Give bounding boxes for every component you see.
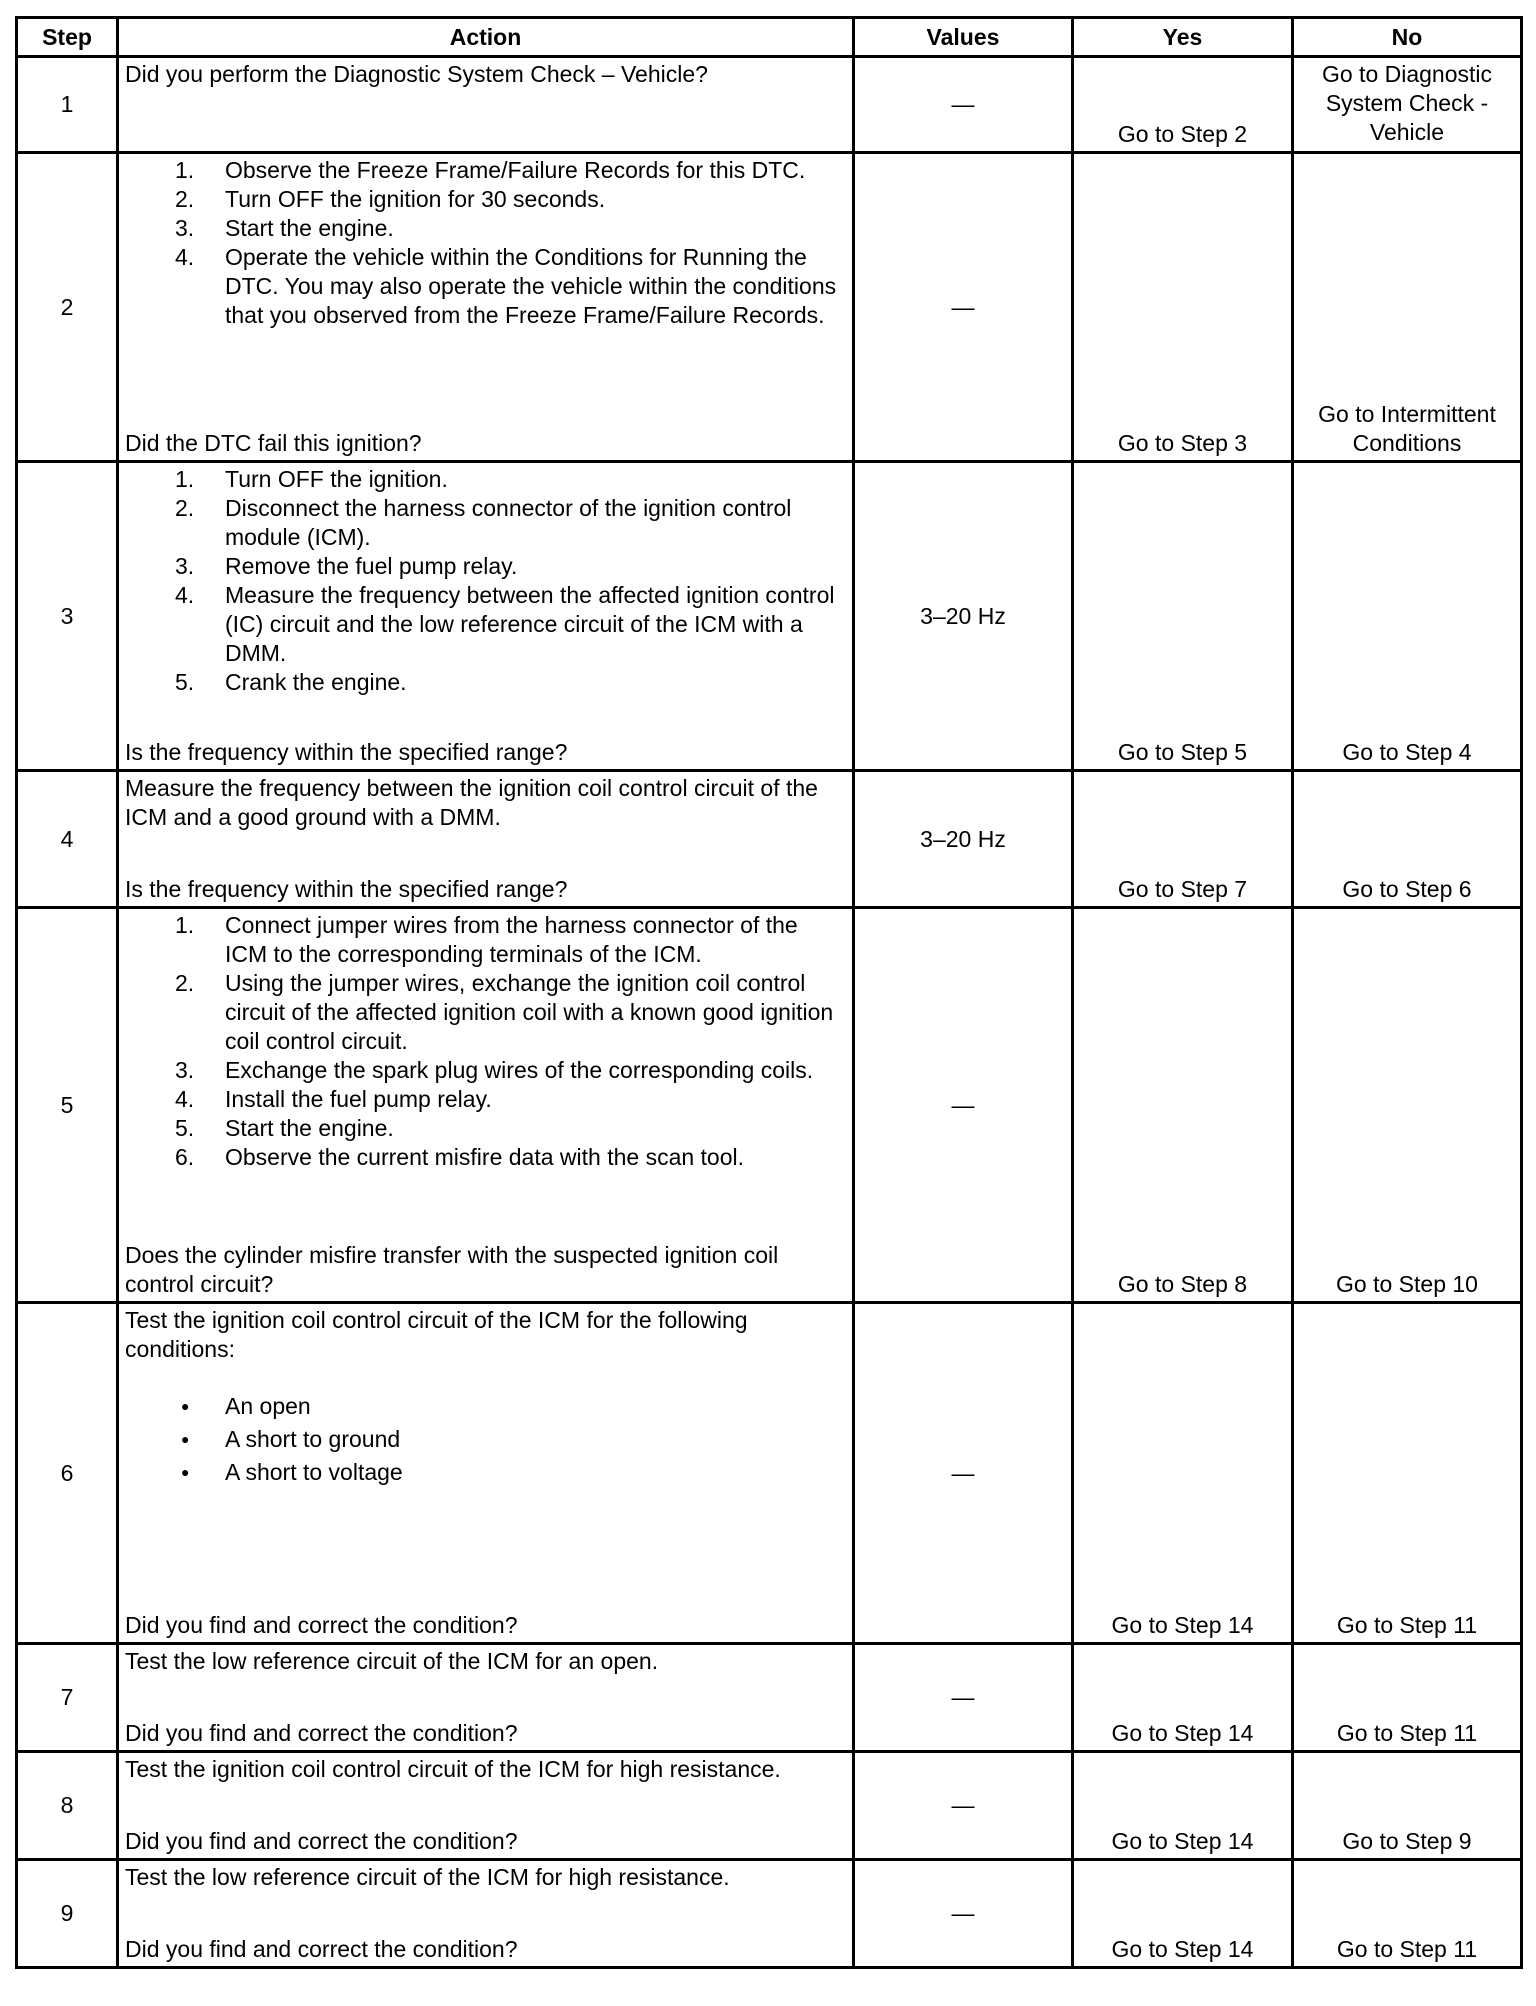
action-body — [125, 1647, 844, 1676]
yes-cell: Go to Step 14 — [1073, 1644, 1293, 1752]
procedure-step-number: 2. — [175, 970, 195, 996]
value-cell: — — [854, 57, 1073, 153]
table-row — [17, 57, 1522, 153]
action-body — [125, 774, 844, 832]
action-intro: Test the low reference circuit of the ICM for an open. — [125, 1648, 659, 1674]
step-number: 6 — [17, 1303, 118, 1644]
diagnostic-table — [15, 16, 1523, 1969]
procedure-step-text: Start the engine. — [225, 215, 394, 241]
step-number: 5 — [17, 908, 118, 1303]
procedure-step — [125, 185, 844, 214]
no-cell: Go to Step 11 — [1293, 1860, 1522, 1968]
value-cell: — — [854, 1303, 1073, 1644]
yes-cell: Go to Step 14 — [1073, 1860, 1293, 1968]
value-cell: 3–20 Hz — [854, 771, 1073, 908]
procedure-step — [125, 243, 844, 330]
action-intro: Did you perform the Diagnostic System Check – Vehicle? — [125, 61, 708, 87]
action-content — [125, 774, 844, 904]
procedure-step-number: 4. — [175, 582, 195, 608]
yes-cell: Go to Step 14 — [1073, 1752, 1293, 1860]
procedure-step — [125, 214, 844, 243]
table-row — [17, 462, 1522, 771]
action-body — [125, 156, 844, 330]
procedure-step — [125, 969, 844, 1056]
step-number: 4 — [17, 771, 118, 908]
procedure-step-number: 5. — [175, 669, 195, 695]
table-row — [17, 1644, 1522, 1752]
procedure-step-text: Remove the fuel pump relay. — [225, 553, 518, 579]
table-row — [17, 1860, 1522, 1968]
action-question: Did you find and correct the condition? — [125, 1612, 518, 1638]
action-cell — [118, 908, 854, 1303]
value-cell: — — [854, 1860, 1073, 1968]
action-question: Did you find and correct the condition? — [125, 1828, 518, 1854]
action-cell — [118, 153, 854, 462]
procedure-step-number: 4. — [175, 1086, 195, 1112]
procedure-step — [125, 465, 844, 494]
yes-cell: Go to Step 14 — [1073, 1303, 1293, 1644]
bullet-icon: ● — [181, 1398, 190, 1414]
header-step: Step — [17, 18, 118, 57]
no-cell: Go to Step 9 — [1293, 1752, 1522, 1860]
table-row — [17, 771, 1522, 908]
procedure-step-text: Exchange the spark plug wires of the corresponding coils. — [225, 1057, 814, 1083]
action-content — [125, 60, 844, 149]
yes-cell: Go to Step 5 — [1073, 462, 1293, 771]
step-number: 8 — [17, 1752, 118, 1860]
action-question: Is the frequency within the specified range? — [125, 739, 568, 765]
no-cell: Go to Step 10 — [1293, 908, 1522, 1303]
action-body — [125, 1863, 844, 1892]
action-question: Is the frequency within the specified range? — [125, 876, 568, 902]
procedure-step-text: Turn OFF the ignition. — [225, 466, 448, 492]
action-content — [125, 465, 844, 767]
procedure-list — [125, 911, 844, 1172]
no-cell: Go to Step 11 — [1293, 1644, 1522, 1752]
procedure-step-text: Observe the current misfire data with the scan tool. — [225, 1144, 745, 1170]
step-number: 7 — [17, 1644, 118, 1752]
yes-cell: Go to Step 8 — [1073, 908, 1293, 1303]
header-no: No — [1293, 18, 1522, 57]
action-cell — [118, 57, 854, 153]
bullet-icon: ● — [181, 1464, 190, 1480]
action-question: Did the DTC fail this ignition? — [125, 430, 422, 456]
action-content — [125, 1306, 844, 1640]
action-question: Did you find and correct the condition? — [125, 1936, 518, 1962]
table-row — [17, 153, 1522, 462]
table-row — [17, 1303, 1522, 1644]
procedure-step — [125, 1085, 844, 1114]
procedure-step — [125, 1114, 844, 1143]
action-content — [125, 1863, 844, 1964]
procedure-step-number: 2. — [175, 495, 195, 521]
action-cell — [118, 1303, 854, 1644]
bullet-icon: ● — [181, 1431, 190, 1447]
action-question: Does the cylinder misfire transfer with the suspected ignition coil control circuit? — [125, 1242, 779, 1297]
procedure-step-number: 5. — [175, 1115, 195, 1141]
procedure-step-text: Turn OFF the ignition for 30 seconds. — [225, 186, 606, 212]
action-body — [125, 911, 844, 1172]
procedure-step — [125, 668, 844, 697]
procedure-step-text: Crank the engine. — [225, 669, 407, 695]
procedure-step — [125, 581, 844, 668]
action-intro: Measure the frequency between the ignition coil control circuit of the ICM and a good ground with a DMM. — [125, 775, 818, 830]
step-number: 9 — [17, 1860, 118, 1968]
procedure-step-number: 2. — [175, 186, 195, 212]
procedure-step-number: 3. — [175, 1057, 195, 1083]
action-intro: Test the low reference circuit of the ICM for high resistance. — [125, 1864, 730, 1890]
procedure-step-text: Observe the Freeze Frame/Failure Records for this DTC. — [225, 157, 806, 183]
action-content — [125, 1755, 844, 1856]
action-cell — [118, 462, 854, 771]
value-cell: — — [854, 1752, 1073, 1860]
action-question: Did you find and correct the condition? — [125, 1720, 518, 1746]
procedure-step — [125, 911, 844, 969]
procedure-step-text: Disconnect the harness connector of the ignition control module (ICM). — [225, 495, 792, 550]
procedure-step-number: 4. — [175, 244, 195, 270]
procedure-step-text: Install the fuel pump relay. — [225, 1086, 492, 1112]
yes-cell: Go to Step 3 — [1073, 153, 1293, 462]
procedure-step-text: Connect jumper wires from the harness connector of the ICM to the corresponding terminals of the ICM. — [225, 912, 798, 967]
condition-text: A short to ground — [225, 1426, 401, 1452]
procedure-step — [125, 156, 844, 185]
step-number: 3 — [17, 462, 118, 771]
no-cell: Go to Intermittent Conditions — [1293, 153, 1522, 462]
yes-cell: Go to Step 7 — [1073, 771, 1293, 908]
action-body — [125, 465, 844, 697]
condition-item — [125, 1423, 844, 1456]
action-cell — [118, 1860, 854, 1968]
action-intro: Test the ignition coil control circuit of the ICM for the following conditions: — [125, 1307, 748, 1362]
yes-cell: Go to Step 2 — [1073, 57, 1293, 153]
value-cell: — — [854, 153, 1073, 462]
procedure-step — [125, 1056, 844, 1085]
header-yes: Yes — [1073, 18, 1293, 57]
condition-item — [125, 1456, 844, 1489]
action-content — [125, 156, 844, 458]
procedure-step-text: Using the jumper wires, exchange the ignition coil control circuit of the affected ignition coil with a known good ignition coil control circuit. — [225, 970, 834, 1054]
step-number: 1 — [17, 57, 118, 153]
action-body — [125, 60, 844, 89]
table-body — [17, 57, 1522, 1968]
action-content — [125, 1647, 844, 1748]
header-values: Values — [854, 18, 1073, 57]
condition-item — [125, 1390, 844, 1423]
procedure-step — [125, 1143, 844, 1172]
header-action: Action — [118, 18, 854, 57]
table-row — [17, 908, 1522, 1303]
action-cell — [118, 1752, 854, 1860]
procedure-step — [125, 494, 844, 552]
action-intro: Test the ignition coil control circuit of the ICM for high resistance. — [125, 1756, 781, 1782]
procedure-step-text: Operate the vehicle within the Conditions for Running the DTC. You may also operate the vehicle within the conditions that you observed from the Freeze Frame/Failure Records. — [225, 244, 837, 328]
header-row — [17, 18, 1522, 57]
procedure-step-number: 3. — [175, 215, 195, 241]
condition-text: A short to voltage — [225, 1459, 403, 1485]
procedure-list — [125, 465, 844, 697]
procedure-step-text: Start the engine. — [225, 1115, 394, 1141]
action-cell — [118, 771, 854, 908]
procedure-step-number: 1. — [175, 912, 195, 938]
action-body — [125, 1306, 844, 1489]
condition-text: An open — [225, 1393, 311, 1419]
procedure-step-number: 3. — [175, 553, 195, 579]
no-cell: Go to Diagnostic System Check - Vehicle — [1293, 57, 1522, 153]
value-cell: — — [854, 908, 1073, 1303]
condition-list — [125, 1390, 844, 1489]
procedure-list — [125, 156, 844, 330]
no-cell: Go to Step 11 — [1293, 1303, 1522, 1644]
procedure-step-number: 1. — [175, 466, 195, 492]
procedure-step — [125, 552, 844, 581]
value-cell: 3–20 Hz — [854, 462, 1073, 771]
value-cell: — — [854, 1644, 1073, 1752]
action-content — [125, 911, 844, 1299]
procedure-step-text: Measure the frequency between the affected ignition control (IC) circuit and the low reference circuit of the ICM with a DMM. — [225, 582, 835, 666]
step-number: 2 — [17, 153, 118, 462]
procedure-step-number: 1. — [175, 157, 195, 183]
action-cell — [118, 1644, 854, 1752]
table-row — [17, 1752, 1522, 1860]
no-cell: Go to Step 4 — [1293, 462, 1522, 771]
action-body — [125, 1755, 844, 1784]
no-cell: Go to Step 6 — [1293, 771, 1522, 908]
procedure-step-number: 6. — [175, 1144, 195, 1170]
